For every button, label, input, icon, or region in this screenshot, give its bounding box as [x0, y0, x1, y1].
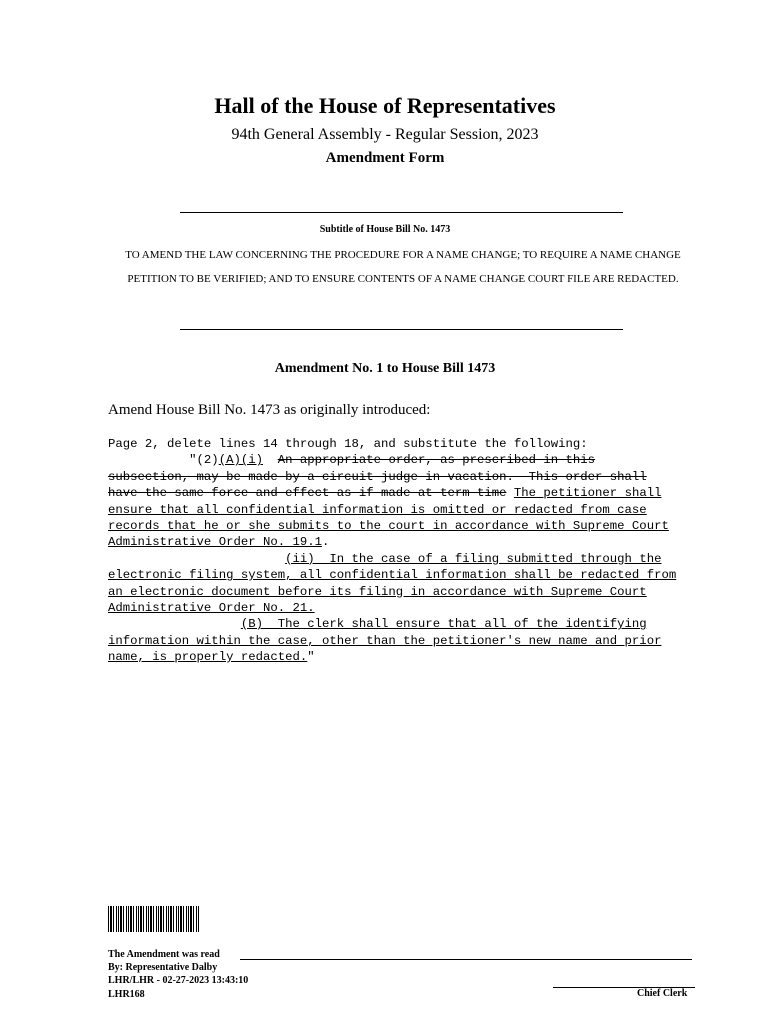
subtitle-divider [180, 329, 623, 330]
document-id: LHR168 [108, 989, 145, 1000]
sponsor-line: By: Representative Dalby [108, 962, 218, 973]
inserted-text: The petitioner shall [513, 486, 662, 501]
struck-text: have the same force and effect as if made at term time [108, 486, 507, 501]
top-divider [180, 212, 623, 213]
session-line: 94th General Assembly - Regular Session, 2023 [231, 126, 539, 143]
form-name: Amendment Form [325, 150, 445, 166]
amendment-line [108, 436, 708, 452]
body-text [263, 453, 278, 467]
body-text: " [307, 650, 315, 665]
inserted-text: information within the case, other than the petitioner's new name and prior [108, 633, 662, 648]
chief-clerk-label: Chief Clerk [637, 988, 688, 999]
inserted-text: (ii) In the case of a filing submitted through the [285, 551, 662, 566]
amendment-line [108, 485, 708, 501]
body-text: Page 2, delete lines 14 through 18, and substitute the following: [108, 437, 588, 451]
amendment-line [108, 452, 708, 468]
page-title: Hall of the House of Representatives [214, 93, 556, 118]
body-text [108, 552, 285, 566]
amendment-line [108, 567, 708, 583]
subtitle-text: TO AMEND THE LAW CONCERNING THE PROCEDURE FOR A NAME CHANGE; TO REQUIRE A NAME CHANGE PETITION TO BE VERIFIED; AND TO ENSURE CONTENTS OF A NAME CHANGE COURT FILE ARE REDACTED. [125, 249, 681, 285]
inserted-text: ensure that all confidential information is omitted or redacted from case [108, 502, 647, 517]
body-text [506, 486, 513, 500]
amendment-title: Amendment No. 1 to House Bill 1473 [274, 361, 496, 376]
subtitle-label: Subtitle of House Bill No. 1473 [319, 224, 451, 235]
code-date-line: LHR/LHR - 02-27-2023 13:43:10 [108, 975, 249, 986]
inserted-text: Administrative Order No. 21. [108, 600, 315, 615]
amendment-line [108, 502, 708, 518]
body-text [108, 617, 241, 631]
amendment-line [108, 616, 708, 632]
body-text: "(2) [108, 453, 219, 468]
amendment-line [108, 649, 708, 665]
inserted-text: name, is properly redacted. [108, 650, 308, 665]
inserted-text: Administrative Order No. 19.1 [108, 535, 323, 550]
inserted-text: electronic filing system, all confidential information shall be redacted from [108, 568, 677, 583]
inserted-text: records that he or she submits to the court in accordance with Supreme Court [108, 518, 669, 533]
amendment-line [108, 584, 708, 600]
amendment-line [108, 551, 708, 567]
struck-text: subsection, may be made by a circuit judge in vacation. This order shall [108, 469, 647, 484]
body-text: . [322, 535, 330, 550]
barcode-icon [108, 906, 200, 932]
amendment-line [108, 534, 708, 550]
inserted-text: (A)(i) [218, 453, 263, 468]
inserted-text: (B) The clerk shall ensure that all of the identifying [240, 617, 647, 632]
amendment-line [108, 600, 708, 616]
inserted-text: an electronic document before its filing in accordance with Supreme Court [108, 584, 647, 599]
read-label: The Amendment was read [108, 949, 220, 960]
amendment-line [108, 469, 708, 485]
struck-text: An appropriate order, as prescribed in this [277, 453, 596, 468]
amendment-line [108, 518, 708, 534]
read-signature-line [240, 959, 692, 960]
amendment-line [108, 633, 708, 649]
amendment-body [108, 436, 708, 665]
amendment-intro: Amend House Bill No. 1473 as originally introduced: [108, 402, 431, 418]
